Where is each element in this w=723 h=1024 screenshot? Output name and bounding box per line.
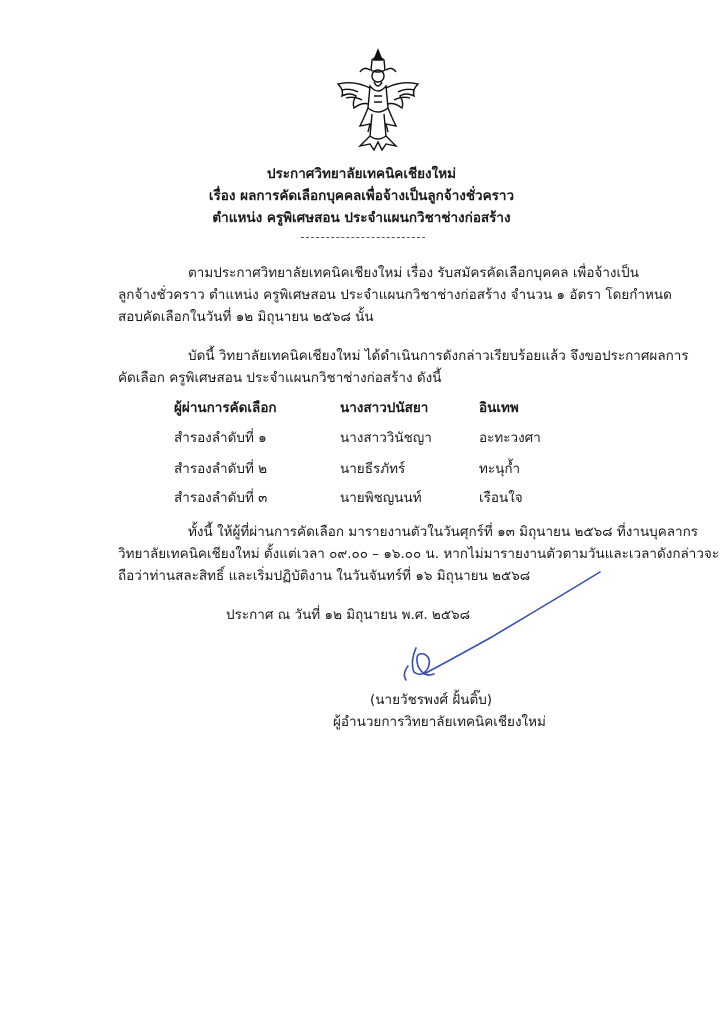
- candidate-first-name: นางสาววินัชญา: [340, 430, 432, 446]
- signatory-name: (นายวัชรพงศ์ ฝั้นติ๊บ): [370, 692, 493, 708]
- rank-label: สำรองลำดับที่ ๓: [174, 490, 268, 506]
- document-subject: เรื่อง ผลการคัดเลือกบุคคลเพื่อจ้างเป็นลูกจ้างชั่วคราว: [208, 188, 515, 204]
- rank-label: ผู้ผ่านการคัดเลือก: [174, 400, 277, 416]
- heading-divider: [301, 237, 425, 238]
- candidate-last-name: ทะนุก้ำ: [479, 461, 521, 477]
- candidate-first-name: นายธีรภัทร์: [340, 461, 406, 477]
- paragraph-line: บัดนี้ วิทยาลัยเทคนิคเชียงใหม่ ได้ดำเนินการดังกล่าวเรียบร้อยแล้ว จึงขอประกาศผลการ: [188, 348, 689, 364]
- candidate-last-name: อินเทพ: [479, 400, 519, 416]
- list-item: [174, 486, 594, 508]
- handwritten-signature: [394, 566, 604, 686]
- paragraph-line: ทั้งนี้ ให้ผู้ที่ผ่านการคัดเลือก มารายงานตัวในวันศุกร์ที่ ๑๓ มิถุนายน ๒๕๖๘ ที่งานบุคลากร: [188, 524, 699, 540]
- paragraph-line: สอบคัดเลือกในวันที่ ๑๒ มิถุนายน ๒๕๖๘ นั้น: [118, 309, 374, 325]
- candidate-last-name: อะทะวงศา: [479, 430, 541, 446]
- document-position: ตำแหน่ง ครูพิเศษสอน ประจำแผนกวิชาช่างก่อสร้าง: [212, 210, 511, 226]
- paragraph-announcement-reference: [118, 262, 672, 328]
- list-item: [174, 457, 594, 479]
- candidate-last-name: เรือนใจ: [479, 490, 523, 506]
- signatory-title: ผู้อำนวยการวิทยาลัยเทคนิคเชียงใหม่: [333, 714, 546, 730]
- garuda-emblem-icon: [330, 46, 426, 152]
- list-item: [174, 426, 594, 448]
- document-title: ประกาศวิทยาลัยเทคนิคเชียงใหม่: [266, 166, 457, 182]
- rank-label: สำรองลำดับที่ ๒: [174, 461, 268, 477]
- announcement-date: ประกาศ ณ วันที่ ๑๒ มิถุนายน พ.ศ. ๒๕๖๘: [226, 607, 471, 623]
- candidate-first-name: นายพิชญนนท์: [340, 490, 422, 506]
- paragraph-line: คัดเลือก ครูพิเศษสอน ประจำแผนกวิชาช่างก่อสร้าง ดังนี้: [118, 370, 442, 386]
- paragraph-line: ตามประกาศวิทยาลัยเทคนิคเชียงใหม่ เรื่อง รับสมัครคัดเลือกบุคคล เพื่อจ้างเป็น: [188, 265, 639, 281]
- paragraph-line: ลูกจ้างชั่วคราว ตำแหน่ง ครูพิเศษสอน ประจำแผนกวิชาช่างก่อสร้าง จำนวน ๑ อัตรา โดยกำหนด: [118, 287, 672, 303]
- paragraph-line: ถือว่าท่านสละสิทธิ์ และเริ่มปฏิบัติงาน ในวันจันทร์ที่ ๑๖ มิถุนายน ๒๕๖๘: [118, 568, 531, 584]
- paragraph-result-intro: [118, 345, 689, 389]
- list-item: [174, 396, 594, 418]
- rank-label: สำรองลำดับที่ ๑: [174, 430, 267, 446]
- paragraph-line: วิทยาลัยเทคนิคเชียงใหม่ ตั้งแต่เวลา ๐๙.๐๐ – ๑๖.๐๐ น. หากไม่มารายงานตัวตามวันและเวลาดังกล่าวจะ: [118, 546, 720, 562]
- candidate-first-name: นางสาวปนัสยา: [340, 400, 429, 416]
